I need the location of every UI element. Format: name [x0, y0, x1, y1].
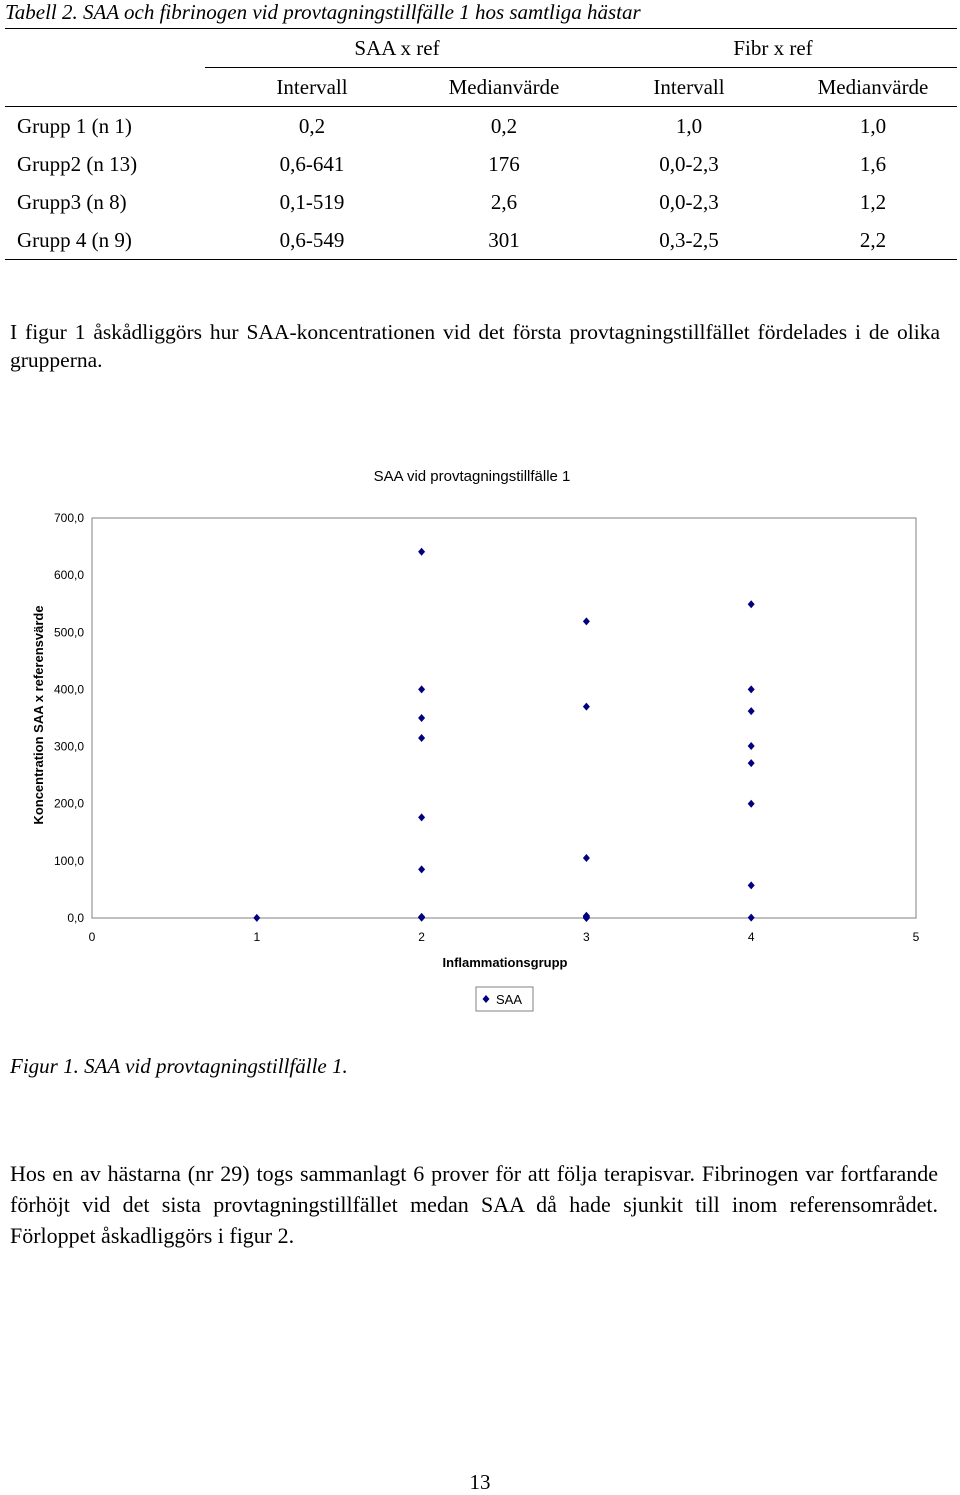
table-row — [5, 221, 957, 260]
x-tick-label: 1 — [253, 930, 261, 944]
table-cell: 1,0 — [675, 113, 703, 138]
data-point — [418, 813, 425, 821]
table-caption: Tabell 2. SAA och fibrinogen vid provtagningstillfälle 1 hos samtliga hästar — [5, 0, 641, 24]
data-point — [418, 914, 425, 922]
paragraph-followup: Hos en av hästarna (nr 29) togs sammanlagt 6 prover för att följa terapisvar. Fibrinogen var fortfarande förhöjt vid det sista provtagningstillfället medan SAA då hade sjunkit till inom referensområdet. Förloppet åskadliggörs i figur 2. — [10, 1161, 938, 1248]
data-point — [418, 714, 425, 722]
data-point — [418, 548, 425, 556]
table-group-header-row — [5, 29, 957, 68]
table-cell: 0,0-2,3 — [659, 151, 719, 176]
data-point — [748, 707, 755, 715]
y-tick-label: 700,0 — [53, 511, 84, 525]
table-cell: 301 — [488, 227, 520, 252]
x-tick-label: 4 — [747, 930, 755, 944]
x-tick-label: 2 — [418, 930, 425, 944]
table-cell: 0,6-641 — [279, 151, 345, 176]
sub-header: Intervall — [205, 68, 419, 107]
data-point — [253, 914, 260, 922]
plot-area — [92, 518, 916, 918]
table-cell: 2,6 — [490, 189, 518, 214]
x-axis-label: Inflammationsgrupp — [442, 955, 568, 970]
y-tick-label: 400,0 — [53, 682, 84, 697]
data-point — [748, 914, 755, 922]
table-row — [5, 107, 957, 146]
row-label: Grupp3 (n 8) — [17, 189, 127, 214]
group-header-fibr: Fibr x ref — [733, 35, 813, 60]
table-cell: 1,2 — [859, 189, 887, 214]
x-tick-label: 0 — [88, 930, 96, 944]
table-row — [5, 145, 957, 183]
data-point — [748, 600, 755, 608]
data-point — [748, 759, 755, 767]
y-tick-label: 600,0 — [53, 568, 84, 583]
page-number: 13 — [469, 1470, 491, 1494]
data-point — [583, 617, 590, 625]
data-point — [583, 703, 590, 711]
group-header-saa: SAA x ref — [354, 35, 440, 60]
table-cell: 0,2 — [490, 113, 518, 138]
row-label: Grupp2 (n 13) — [17, 151, 138, 176]
data-point — [583, 854, 590, 862]
y-tick-label: 300,0 — [53, 739, 84, 754]
sub-header: Intervall — [589, 68, 789, 107]
y-tick-label: 500,0 — [53, 625, 84, 640]
chart-legend — [476, 987, 533, 1011]
chart-title: SAA vid provtagningstillfälle 1 — [373, 468, 571, 485]
sub-header: Medianvärde — [789, 68, 957, 107]
table-cell: 176 — [488, 151, 520, 176]
table-cell: 2,2 — [859, 227, 887, 252]
table-cell: 0,2 — [298, 113, 326, 138]
table-cell: 0,1-519 — [279, 189, 345, 214]
table-cell: 0,6-549 — [279, 227, 345, 252]
y-axis-label: Koncentration SAA x referensvärde — [31, 605, 46, 825]
data-point — [748, 742, 755, 750]
saa-scatter-chart — [0, 455, 960, 1020]
table-row — [5, 183, 957, 221]
data-point — [418, 685, 425, 693]
y-tick-label: 0,0 — [67, 911, 84, 925]
table-cell: 1,0 — [859, 113, 887, 138]
paragraph-intro: I figur 1 åskådliggörs hur SAA-koncentrationen vid det första provtagningstillfället fördelades i de olika grupperna. — [10, 320, 940, 372]
table-sub-header-row — [5, 68, 957, 107]
y-tick-label: 200,0 — [53, 796, 84, 811]
data-point — [748, 800, 755, 808]
data-point — [418, 734, 425, 742]
data-point — [418, 865, 425, 873]
x-tick-label: 3 — [583, 930, 590, 944]
sub-header: Medianvärde — [419, 68, 589, 107]
row-label: Grupp 4 (n 9) — [17, 227, 132, 252]
saa-fibrinogen-table — [5, 28, 957, 260]
data-point — [748, 685, 755, 693]
table-cell: 0,0-2,3 — [659, 189, 719, 214]
row-label: Grupp 1 (n 1) — [17, 113, 132, 138]
data-point — [748, 881, 755, 889]
legend-label: SAA — [496, 992, 523, 1007]
y-tick-label: 100,0 — [53, 853, 84, 868]
figure-caption: Figur 1. SAA vid provtagningstillfälle 1. — [10, 1054, 348, 1078]
table-cell: 1,6 — [859, 151, 887, 176]
table-cell: 0,3-2,5 — [659, 227, 719, 252]
x-tick-label: 5 — [912, 930, 920, 944]
